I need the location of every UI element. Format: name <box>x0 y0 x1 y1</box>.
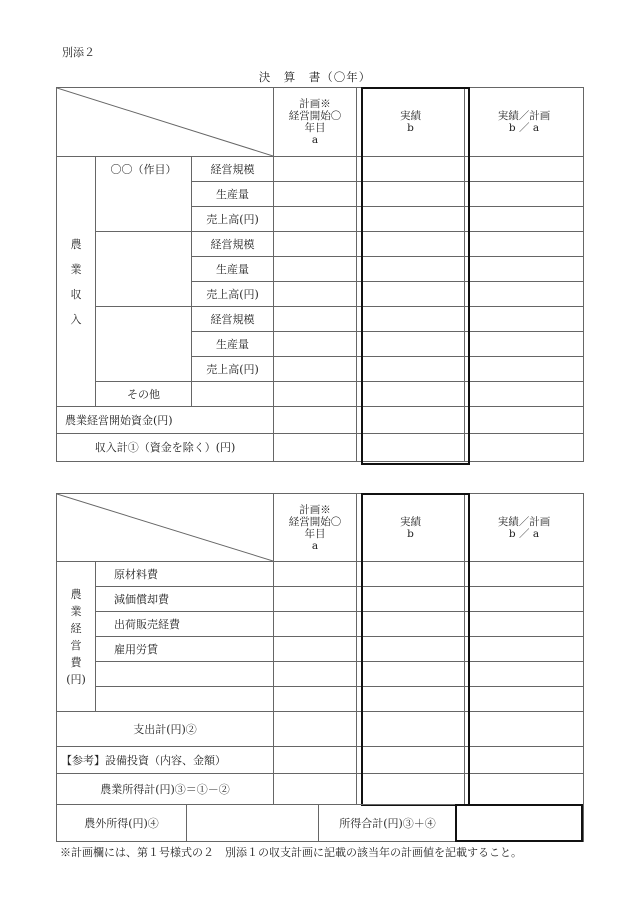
capex-label: 【参考】設備投資（内容、金額） <box>57 747 274 774</box>
crop2-label[interactable] <box>96 232 192 307</box>
item-label: 経営規模 <box>192 232 274 257</box>
plan-cell[interactable] <box>274 207 357 232</box>
crop3-label[interactable] <box>96 307 192 382</box>
ratio-cell[interactable] <box>465 157 584 182</box>
expense-table <box>56 493 584 805</box>
ratio-cell[interactable] <box>465 357 584 382</box>
other-detail-cell[interactable] <box>192 382 274 407</box>
actual-cell[interactable] <box>357 157 465 182</box>
ratio-cell[interactable] <box>465 407 584 434</box>
plan-cell[interactable] <box>274 232 357 257</box>
actual-cell[interactable] <box>357 687 465 712</box>
ratio-cell[interactable] <box>465 332 584 357</box>
actual-cell[interactable] <box>357 747 465 774</box>
header-actual: 実績 b <box>357 494 465 562</box>
actual-cell[interactable] <box>357 587 465 612</box>
actual-cell[interactable] <box>357 307 465 332</box>
ratio-cell[interactable] <box>465 282 584 307</box>
actual-cell[interactable] <box>357 232 465 257</box>
plan-cell[interactable] <box>274 182 357 207</box>
ratio-cell[interactable] <box>465 747 584 774</box>
ratio-cell[interactable] <box>465 307 584 332</box>
actual-cell[interactable] <box>357 357 465 382</box>
plan-cell[interactable] <box>274 747 357 774</box>
plan-cell[interactable] <box>274 434 357 462</box>
plan-cell[interactable] <box>274 662 357 687</box>
header-diagonal-cell <box>57 494 274 562</box>
plan-cell[interactable] <box>274 612 357 637</box>
plan-cell[interactable] <box>274 687 357 712</box>
actual-cell[interactable] <box>357 712 465 747</box>
ratio-cell[interactable] <box>465 434 584 462</box>
actual-cell[interactable] <box>357 562 465 587</box>
income-total-label: 収入計①（資金を除く）(円) <box>57 434 274 462</box>
expense-item-blank[interactable] <box>96 687 274 712</box>
diagonal-line <box>57 494 273 561</box>
ratio-cell[interactable] <box>465 774 584 805</box>
income-side-label: 農 業 収 入 <box>57 157 96 407</box>
plan-cell[interactable] <box>274 157 357 182</box>
actual-cell[interactable] <box>357 612 465 637</box>
ratio-cell[interactable] <box>465 562 584 587</box>
other-label: その他 <box>96 382 192 407</box>
actual-cell[interactable] <box>357 182 465 207</box>
item-label: 経営規模 <box>192 157 274 182</box>
plan-cell[interactable] <box>274 282 357 307</box>
item-label: 売上高(円) <box>192 207 274 232</box>
crop1-label: 〇〇（作目） <box>96 157 192 232</box>
ratio-cell[interactable] <box>465 232 584 257</box>
item-label: 経営規模 <box>192 307 274 332</box>
footer-row <box>56 804 584 842</box>
grand-total-label: 所得合計(円)③＋④ <box>319 805 457 842</box>
header-plan: 計画※ 経営開始〇 年目 a <box>274 88 357 157</box>
actual-cell[interactable] <box>357 282 465 307</box>
income-table <box>56 87 584 462</box>
plan-cell[interactable] <box>274 357 357 382</box>
header-actual: 実績 b <box>357 88 465 157</box>
actual-cell[interactable] <box>357 637 465 662</box>
actual-cell[interactable] <box>357 257 465 282</box>
ratio-cell[interactable] <box>465 712 584 747</box>
item-label: 売上高(円) <box>192 357 274 382</box>
plan-cell[interactable] <box>274 587 357 612</box>
funds-label: 農業経営開始資金(円) <box>57 407 274 434</box>
expense-item: 雇用労賃 <box>96 637 274 662</box>
plan-cell[interactable] <box>274 382 357 407</box>
actual-cell[interactable] <box>357 662 465 687</box>
grand-total-value[interactable] <box>457 805 584 842</box>
actual-cell[interactable] <box>357 407 465 434</box>
attachment-label: 別添２ <box>62 46 95 59</box>
plan-cell[interactable] <box>274 307 357 332</box>
offfarm-income-label: 農外所得(円)④ <box>57 805 187 842</box>
expense-item: 出荷販売経費 <box>96 612 274 637</box>
item-label: 売上高(円) <box>192 282 274 307</box>
header-plan: 計画※ 経営開始〇 年目 a <box>274 494 357 562</box>
header-diagonal-cell <box>57 88 274 157</box>
actual-cell[interactable] <box>357 434 465 462</box>
plan-cell[interactable] <box>274 332 357 357</box>
ratio-cell[interactable] <box>465 662 584 687</box>
ratio-cell[interactable] <box>465 637 584 662</box>
offfarm-income-value[interactable] <box>187 805 319 842</box>
diagonal-line <box>57 88 273 156</box>
expense-item: 原材料費 <box>96 562 274 587</box>
header-ratio: 実績／計画 b ／ a <box>465 494 584 562</box>
ratio-cell[interactable] <box>465 687 584 712</box>
ratio-cell[interactable] <box>465 182 584 207</box>
page-title: 決 算 書（〇年） <box>258 70 372 84</box>
footnote: ※計画欄には、第１号様式の２ 別添１の収支計画に記載の該当年の計画値を記載すること。 <box>60 846 522 859</box>
item-label: 生産量 <box>192 332 274 357</box>
plan-cell[interactable] <box>274 774 357 805</box>
ratio-cell[interactable] <box>465 612 584 637</box>
item-label: 生産量 <box>192 257 274 282</box>
actual-cell[interactable] <box>357 332 465 357</box>
ratio-cell[interactable] <box>465 587 584 612</box>
actual-cell[interactable] <box>357 207 465 232</box>
expense-item-blank[interactable] <box>96 662 274 687</box>
ratio-cell[interactable] <box>465 382 584 407</box>
actual-cell[interactable] <box>357 382 465 407</box>
expense-item: 減価償却費 <box>96 587 274 612</box>
header-ratio: 実績／計画 b ／ a <box>465 88 584 157</box>
actual-cell[interactable] <box>357 774 465 805</box>
farm-income-total-label: 農業所得計(円)③＝①－② <box>57 774 274 805</box>
plan-cell[interactable] <box>274 637 357 662</box>
expense-total-label: 支出計(円)② <box>57 712 274 747</box>
plan-cell[interactable] <box>274 562 357 587</box>
ratio-cell[interactable] <box>465 257 584 282</box>
plan-cell[interactable] <box>274 407 357 434</box>
ratio-cell[interactable] <box>465 207 584 232</box>
expense-side-label: 農 業 経 営 費 (円) <box>57 562 96 712</box>
plan-cell[interactable] <box>274 257 357 282</box>
plan-cell[interactable] <box>274 712 357 747</box>
item-label: 生産量 <box>192 182 274 207</box>
